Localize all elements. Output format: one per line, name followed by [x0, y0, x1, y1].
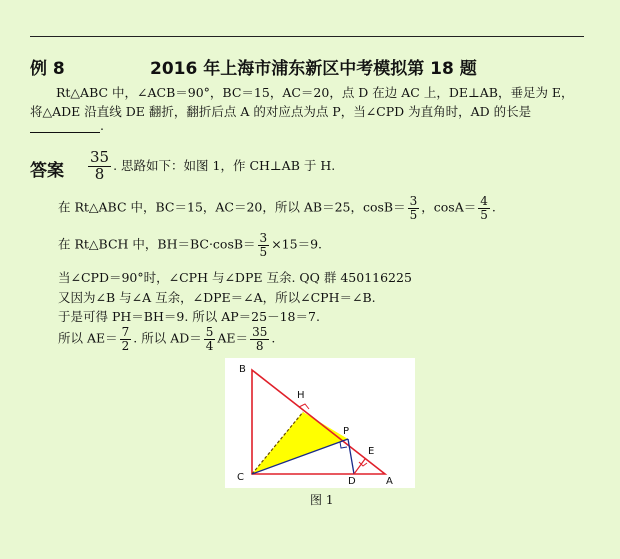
segment-de	[354, 459, 365, 474]
answer-label: 答案	[30, 161, 64, 181]
geometry-diagram	[225, 358, 415, 488]
label-c: C	[237, 472, 244, 483]
step-4: 又因为∠B 与∠A 互余，∠DPE＝∠A，所以∠CPH＝∠B.	[58, 290, 376, 305]
step-6: 所以 AE＝ $\frac{7}{2}$ . 所以 AD＝ $\frac{5}{4}$ AE＝ $\frac{35}{8}$ .	[58, 325, 276, 353]
figure-caption: 图 1	[310, 493, 334, 507]
step-5: 于是可得 PH＝BH＝9. 所以 AP＝25－18＝7.	[58, 309, 320, 324]
label-a: A	[386, 476, 393, 487]
step-2: 在 Rt△BCH 中，BH＝BC·cosB＝ $\frac{3}{5}$ ×15＝9.	[58, 231, 322, 259]
label-b: B	[239, 364, 246, 375]
answer-line: $\frac{35}{8}$ . 思路如下：如图 1，作 CH⊥AB 于 H.	[90, 148, 336, 183]
cosA-fraction: $\frac{4}{5}$	[480, 194, 488, 222]
answer-value-fraction: $\frac{35}{8}$	[90, 148, 110, 183]
example-label: 例 8	[30, 59, 65, 79]
problem-line-2: 将△ADE 沿直线 DE 翻折，翻折后点 A 的对应点为点 P，当∠CPD 为直角时，AD 的长是	[30, 104, 532, 119]
label-d: D	[348, 476, 356, 487]
ae-fraction: $\frac{7}{2}$	[121, 325, 130, 353]
segment-pd	[348, 439, 354, 474]
ad-coefficient-fraction: $\frac{5}{4}$	[205, 325, 214, 353]
problem-line-1: Rt△ABC 中，∠ACB＝90°，BC＝15，AC＝20，点 D 在边 AC 上，DE⊥AB，垂足为 E，	[56, 85, 574, 100]
bh-fraction: $\frac{3}{5}$	[259, 231, 268, 259]
cosB-fraction: $\frac{3}{5}$	[409, 194, 418, 222]
step-1: 在 Rt△ABC 中，BC＝15，AC＝20，所以 AB＝25，cosB＝ $\frac{3}{5}$ ，cosA＝ $\frac{4}{5}$ .	[58, 194, 496, 222]
example-title: 2016 年上海市浦东新区中考模拟第 18 题	[150, 59, 477, 79]
problem-line-3: .	[2, 118, 104, 133]
top-rule	[30, 36, 584, 37]
label-p: P	[343, 426, 350, 437]
label-h: H	[297, 390, 305, 401]
step-3: 当∠CPD＝90°时，∠CPH 与∠DPE 互余. QQ 群 450116225	[58, 270, 412, 285]
figure-1	[225, 358, 415, 488]
ad-value-fraction: $\frac{35}{8}$	[252, 325, 268, 353]
answer-blank	[30, 120, 100, 133]
shaded-triangle-cph	[252, 412, 348, 474]
label-e: E	[368, 446, 375, 457]
